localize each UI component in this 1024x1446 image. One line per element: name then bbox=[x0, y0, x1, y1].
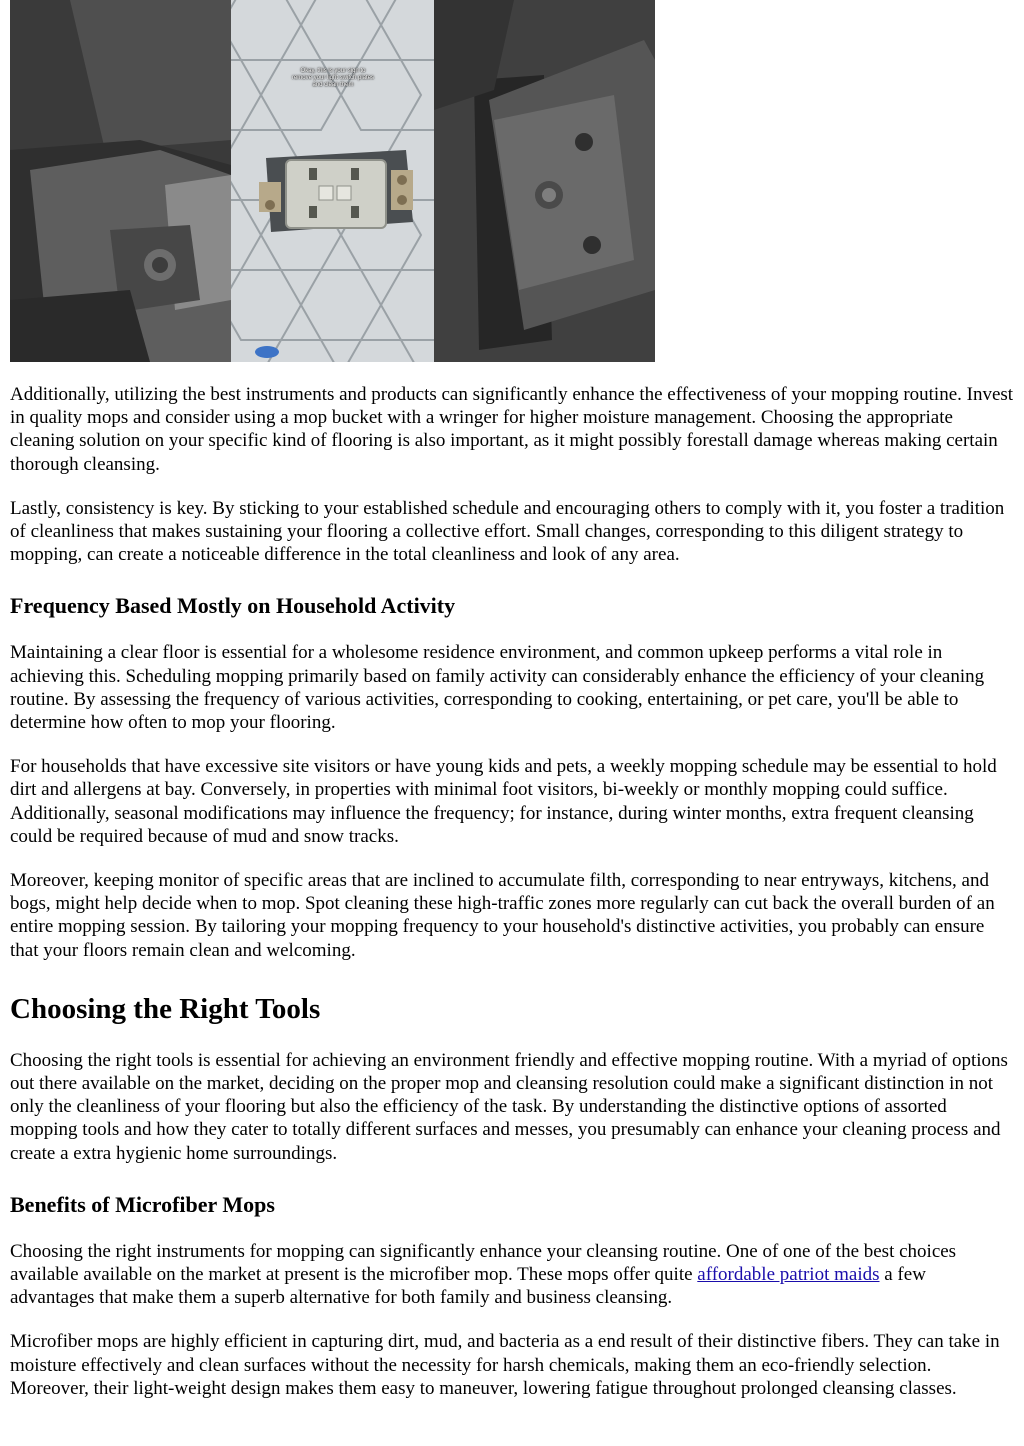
tiled-wall-outlet-panel bbox=[231, 0, 434, 362]
outlet-closeup-left-drawing bbox=[10, 0, 231, 362]
paragraph-consistency: Lastly, consistency is key. By sticking to your established schedule and encouraging others to comply with it, you foster a tradition of cleanliness that makes sustaining your flooring a collective effort. Small changes, corresponding to this diligent strategy to mopping, can create a noticeable difference in the total cleanliness and look of any area. bbox=[10, 497, 1005, 566]
heading-microfiber: Benefits of Microfiber Mops bbox=[10, 1191, 275, 1217]
outlet-cleaning-photo bbox=[10, 0, 655, 362]
microfiber-intro-text-after: a few advantages that make them a superb alternative for both family and business cleansing. bbox=[10, 1264, 926, 1309]
heading-frequency: Frequency Based Mostly on Household Activity bbox=[10, 593, 456, 619]
paragraph-monitor-areas: Moreover, keeping monitor of specific areas that are inclined to accumulate filth, corresponding to near entryways, kitchens, and bogs, might help decide when to mop. Spot cleaning these high-traffic zones more regularly can cut back the overall burden of an entire mopping session. By tailoring your mopping frequency to your household's distinctive activities, you probably can ensure that your floors remain clean and welcoming. bbox=[10, 870, 995, 961]
photo-overlay-caption: Okay, this is your sign to remove your light switch plates and clean them bbox=[291, 68, 375, 88]
paragraph-tools-products: Additionally, utilizing the best instruments and products can significantly enhance the effectiveness of your mopping routine. Invest in quality mops and consider using a mop bucket with a wringer for higher moisture management. Choosing the appropriate cleaning solution on your specific kind of flooring is also important, as it might possibly forestall damage whereas making certain thorough cleansing. bbox=[10, 384, 1014, 475]
paragraph-microfiber-intro bbox=[10, 1240, 1014, 1310]
hex-tile-drawing bbox=[231, 0, 434, 362]
heading-choosing-tools: Choosing the Right Tools bbox=[10, 992, 321, 1025]
affordable-patriot-maids-link[interactable]: affordable patriot maids bbox=[697, 1264, 880, 1286]
article-page bbox=[10, 0, 1014, 1399]
microfiber-intro-text-before: Choosing the right instruments for mopping can significantly enhance your cleansing routine. One of one of the best choices available available on the market at present is the microfiber mop. These mops offer quite bbox=[10, 1240, 957, 1286]
article-body bbox=[10, 383, 1014, 1421]
paragraph-microfiber-benefits: Microfiber mops are highly efficient in capturing dirt, mud, and bacteria as a end result of their distinctive fibers. They can take in moisture effectively and clean surfaces without the necessity for harsh chemicals, making them an eco-friendly selection. Moreover, their light-weight design makes them easy to maneuver, lowering fatigue throughout prolonged cleansing classes. bbox=[10, 1331, 1000, 1399]
paragraph-clear-floor: Maintaining a clear floor is essential for a wholesome residence environment, and common upkeep performs a vital role in achieving this. Scheduling mopping primarily based on family activity can considerably enhance the efficiency of your cleaning routine. By assessing the frequency of various activities, corresponding to cooking, entertaining, or pet care, you'll be able to determine how often to mop your flooring. bbox=[10, 642, 985, 734]
paragraph-right-tools: Choosing the right tools is essential for achieving an environment friendly and effective mopping routine. With a myriad of options out there available on the market, deciding on the proper mop and cleansing resolution could make a significant distinction in not only the cleanliness of your flooring but also the efficiency of the task. By understanding the distinctive options of assorted mopping tools and how they cater to totally different surfaces and messes, you presumably can enhance your cleaning process and create a extra hygienic home surroundings. bbox=[10, 1049, 1008, 1164]
paragraph-households: For households that have excessive site visitors or have young kids and pets, a weekly mopping schedule may be essential to hold dirt and allergens at bay. Conversely, in properties with minimal foot visitors, bi-weekly or monthly mopping could suffice. Additionally, seasonal modifications may influence the frequency; for instance, during winter months, extra frequent cleansing could be required because of mud and snow tracks. bbox=[10, 756, 997, 847]
outlet-closeup-right-drawing bbox=[434, 0, 655, 362]
outlet-closeup-left-panel bbox=[10, 0, 231, 362]
outlet-closeup-right-panel bbox=[434, 0, 655, 362]
